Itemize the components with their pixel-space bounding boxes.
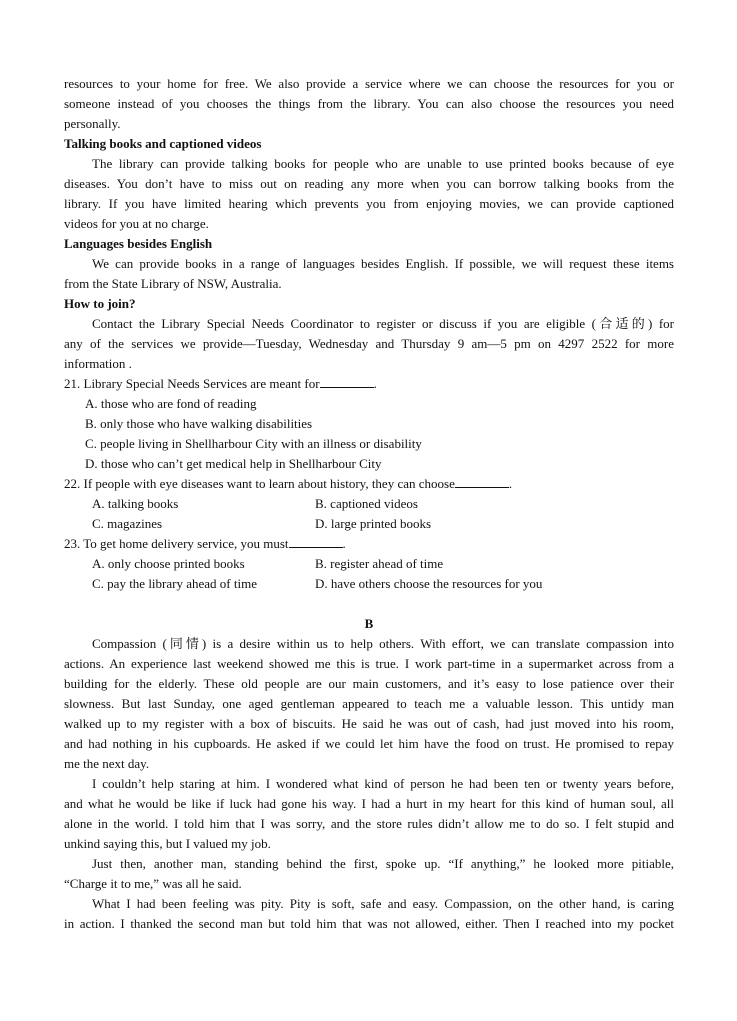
text-line: “Charge it to me,” was all he said. <box>64 876 242 891</box>
text-line: videos for you at no charge. <box>64 216 209 231</box>
text-line: building for the elderly. These old people are our main customers, and it’s easy to lose patience over their <box>64 676 674 691</box>
answer-option: D. those who can’t get medical help in Shellharbour City <box>85 456 382 471</box>
text-line: Compassion (同情) is a desire within us to help others. With effort, we can translate compassion into <box>92 636 674 651</box>
question-end: . <box>342 536 346 551</box>
text-line: walked up to my register with a box of biscuits. He said he was out of cash, had just moved into his room, <box>64 716 674 731</box>
text-line: personally. <box>64 116 121 131</box>
answer-option-row <box>64 574 674 594</box>
answer-option: C. people living in Shellharbour City with an illness or disability <box>85 436 422 451</box>
answer-option: B. register ahead of time <box>315 556 444 571</box>
question-21 <box>64 374 674 394</box>
answer-blank <box>289 534 343 548</box>
text-line: information . <box>64 356 132 371</box>
answer-option-row <box>64 494 674 514</box>
text-line: diseases. You don’t have to miss out on reading any more when you can borrow talking books from the <box>64 176 674 191</box>
text-line: any of the services we provide—Tuesday, Wednesday and Thursday 9 am—5 pm on 4297 2522 for more <box>64 336 674 351</box>
text-line: in action. I thanked the second man but told him that was not allowed, either. Then I reached into my pocket <box>64 916 674 931</box>
answer-blank <box>320 374 374 388</box>
text-line: and had nothing in his cupboards. He asked if we could let him have the food on trust. He promised to repay <box>64 736 674 751</box>
answer-option: B. captioned videos <box>315 496 418 511</box>
answer-blank <box>455 474 509 488</box>
text-line: slowness. But last Sunday, one aged gentleman appeared to teach me a valuable lesson. This untidy man <box>64 696 674 711</box>
text-line: from the State Library of NSW, Australia. <box>64 276 282 291</box>
question-stem: 22. If people with eye diseases want to learn about history, they can choose <box>64 476 455 491</box>
section-heading-languages: Languages besides English <box>64 236 213 251</box>
answer-option: B. only those who have walking disabilities <box>85 416 313 431</box>
document-page <box>64 74 674 934</box>
answer-option: A. talking books <box>92 496 179 511</box>
text-line: What I had been feeling was pity. Pity is soft, safe and easy. Compassion, on the other hand, is caring <box>92 896 674 911</box>
answer-option: C. pay the library ahead of time <box>92 576 257 591</box>
answer-option: D. large printed books <box>315 516 432 531</box>
text-line: and what he would be like if luck had gone his way. I had a hurt in my heart for this kind of human soul, all <box>64 796 674 811</box>
answer-option-row <box>64 554 674 574</box>
section-gap <box>64 594 674 614</box>
section-b-label: B <box>364 616 374 631</box>
text-line: resources to your home for free. We also provide a service where we can choose the resources for you or <box>64 76 674 91</box>
text-line: someone instead of you chooses the things from the library. You can also choose the resources you need <box>64 96 674 111</box>
question-stem: 21. Library Special Needs Services are meant for <box>64 376 320 391</box>
text-line: actions. An experience last weekend showed me this is true. I work part-time in a supermarket across from a <box>64 656 674 671</box>
question-end: . <box>508 476 513 491</box>
answer-option: A. those who are fond of reading <box>85 396 257 411</box>
question-23 <box>64 534 674 554</box>
text-line: unkind saying this, but I valued my job. <box>64 836 271 851</box>
text-line: Just then, another man, standing behind the first, spoke up. “If anything,” he looked more pitiable, <box>92 856 674 871</box>
question-stem: 23. To get home delivery service, you must <box>64 536 289 551</box>
text-line: alone in the world. I told him that I was sorry, and the store rules didn’t allow me to do so. I felt stupid and <box>64 816 674 831</box>
answer-option: D. have others choose the resources for you <box>315 576 543 591</box>
answer-option: A. only choose printed books <box>92 556 245 571</box>
text-line: I couldn’t help staring at him. I wondered what kind of person he had been ten or twenty years before, <box>92 776 674 791</box>
section-heading-talking-books: Talking books and captioned videos <box>64 136 262 151</box>
section-heading-how-to-join: How to join? <box>64 296 136 311</box>
question-22 <box>64 474 674 494</box>
text-line: The library can provide talking books for people who are unable to use printed books because of eye <box>92 156 674 171</box>
text-line: We can provide books in a range of languages besides English. If possible, we will request these items <box>92 256 674 271</box>
text-line: Contact the Library Special Needs Coordinator to register or discuss if you are eligible (合适的) for <box>92 316 674 331</box>
question-end: . <box>373 376 377 391</box>
text-line: library. If you have limited hearing which prevents you from enjoying movies, we can provide captioned <box>64 196 674 211</box>
answer-option: C. magazines <box>92 516 163 531</box>
text-line: me the next day. <box>64 756 150 771</box>
answer-option-row <box>64 514 674 534</box>
